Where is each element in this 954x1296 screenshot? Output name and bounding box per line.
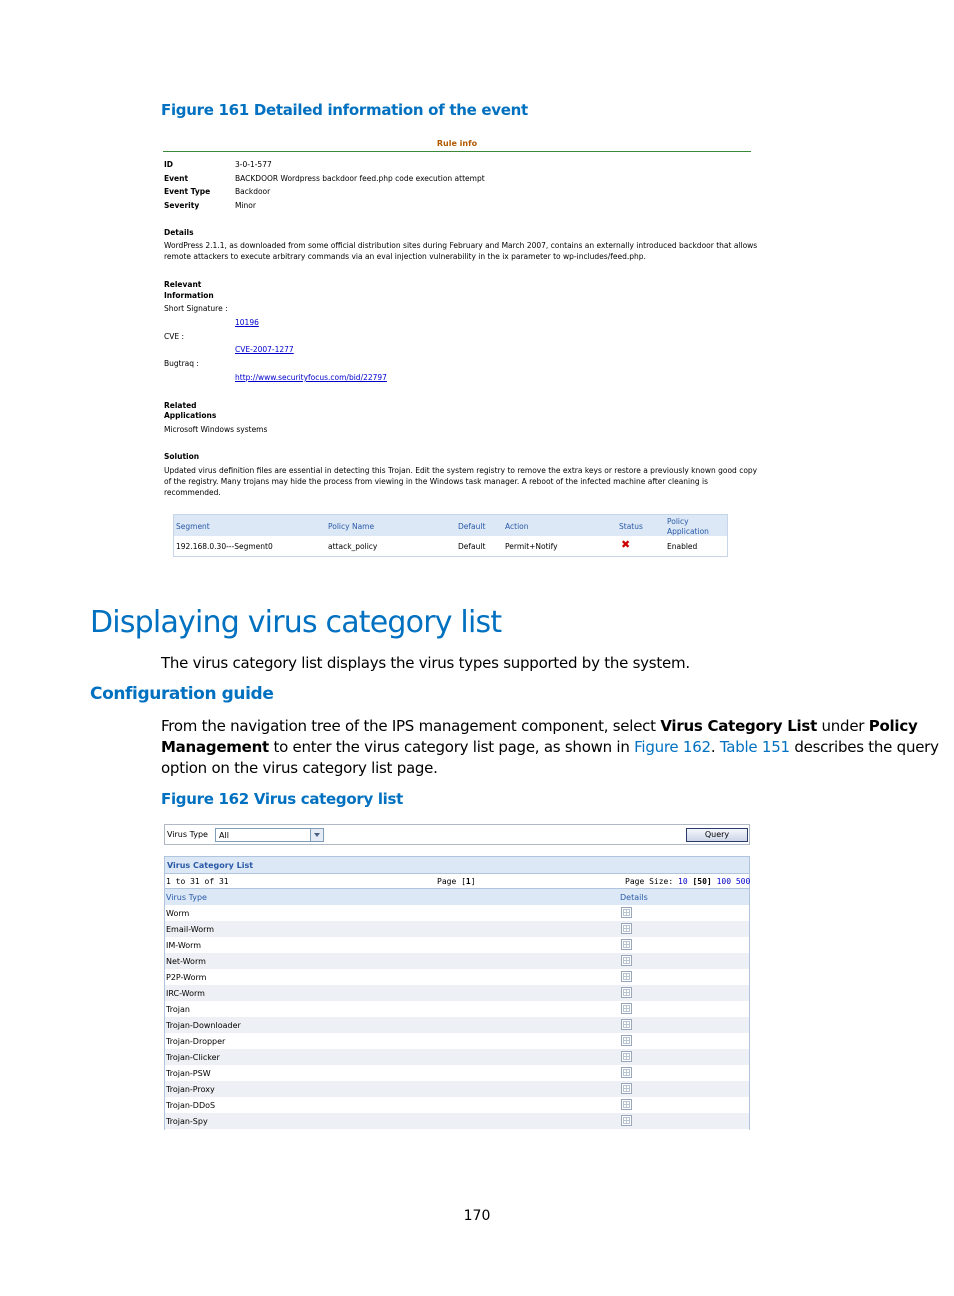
page-label: Page [ — [437, 877, 466, 886]
table-row — [165, 1081, 749, 1097]
relevant-label-1: Relevant — [164, 280, 202, 289]
table-row — [165, 1001, 749, 1017]
chevron-down-icon[interactable] — [310, 829, 323, 841]
page-number: 170 — [463, 1208, 491, 1224]
para-1a: From the navigation tree of the IPS management component, select — [161, 717, 661, 735]
range-text: 1 to 31 of 31 — [166, 877, 229, 886]
table-row — [165, 937, 749, 953]
virus-type-name: Trojan-Dropper — [166, 1037, 226, 1046]
para-line-3: option on the virus category list page. — [161, 759, 438, 777]
virus-type-name: P2P-Worm — [166, 973, 207, 982]
field-label-severity: Severity — [164, 201, 200, 210]
details-icon[interactable] — [621, 1099, 632, 1110]
details-icon[interactable] — [621, 955, 632, 966]
bugtraq-link[interactable]: http://www.securityfocus.com/bid/22797 — [235, 373, 387, 382]
details-icon[interactable] — [621, 971, 632, 982]
section-heading: Displaying virus category list — [90, 605, 502, 640]
column-header — [165, 889, 749, 905]
virus-type-label: Virus Type — [167, 830, 208, 839]
details-icon[interactable] — [621, 907, 632, 918]
table-row — [165, 1113, 749, 1129]
bugtraq-label: Bugtraq : — [164, 359, 199, 368]
field-label-event-type: Event Type — [164, 187, 211, 196]
cve-link[interactable]: CVE-2007-1277 — [235, 345, 294, 354]
para-1d: Policy — [868, 717, 918, 735]
table-row — [165, 1017, 749, 1033]
table-row — [165, 1097, 749, 1113]
page-size-10[interactable]: 10 — [678, 877, 688, 886]
virus-type-name: IRC-Worm — [166, 989, 205, 998]
details-icon[interactable] — [621, 1083, 632, 1094]
virus-type-name: Trojan — [166, 1005, 190, 1014]
page-indicator — [437, 877, 476, 886]
virus-type-name: IM-Worm — [166, 941, 202, 950]
table-row — [165, 985, 749, 1001]
details-icon[interactable] — [621, 1051, 632, 1062]
segment-table — [173, 514, 728, 557]
details-icon[interactable] — [621, 1035, 632, 1046]
virus-type-name: Email-Worm — [166, 925, 215, 934]
page-size-50: [50] — [692, 877, 712, 886]
details-icon[interactable] — [621, 1003, 632, 1014]
related-value: Microsoft Windows systems — [164, 425, 268, 434]
short-signature-label: Short Signature : — [164, 304, 228, 313]
table-row — [165, 905, 749, 921]
filter-bar — [164, 824, 750, 845]
field-value-severity: Minor — [235, 201, 256, 210]
cell-policy-application: Enabled — [667, 542, 698, 551]
pager-bar — [165, 873, 749, 889]
segment-table-header — [174, 515, 727, 536]
para-line-2 — [161, 737, 939, 758]
field-label-id: ID — [164, 160, 174, 169]
page-size-500[interactable]: 500 — [735, 877, 751, 886]
rule-info-title: Rule info — [436, 139, 478, 148]
table-row — [165, 969, 749, 985]
virus-type-select-value: All — [219, 831, 229, 840]
virus-type-name: Trojan-Clicker — [166, 1053, 220, 1062]
cell-policy-name: attack_policy — [328, 542, 378, 551]
virus-type-name: Worm — [166, 909, 190, 918]
virus-rows — [165, 905, 749, 1129]
details-icon[interactable] — [621, 923, 632, 934]
short-signature-link[interactable]: 10196 — [235, 318, 259, 327]
rule-info-panel — [163, 136, 758, 560]
segment-table-row — [174, 536, 727, 556]
table-row — [165, 1065, 749, 1081]
page-size-100[interactable]: 100 — [716, 877, 732, 886]
page-close: ] — [470, 877, 476, 886]
field-label-event: Event — [164, 174, 189, 183]
para-2f: describes the query — [789, 738, 939, 756]
field-value-event-type: Backdoor — [235, 187, 271, 196]
para-2a: Management — [161, 738, 269, 756]
col-default: Default — [458, 522, 486, 531]
figure-162-xref[interactable]: Figure 162 — [634, 738, 711, 756]
field-value-event: BACKDOOR Wordpress backdoor feed.php code execution attempt — [235, 174, 485, 183]
para-2d: . — [710, 738, 720, 756]
rule-info-divider — [163, 151, 751, 152]
table-row — [165, 921, 749, 937]
relevant-label-2: Information — [164, 291, 214, 300]
red-x-icon[interactable]: ✖ — [621, 538, 631, 551]
col-policy-application-1: Policy — [667, 517, 689, 526]
col-policy-name: Policy Name — [328, 522, 375, 531]
details-icon[interactable] — [621, 1019, 632, 1030]
details-line-2: remote attackers to execute arbitrary commands via an eval injection vulnerability in the ix parameter to wp-includes/feed.php. — [164, 252, 646, 261]
virus-category-panel — [164, 824, 750, 1130]
figure-161-caption: Figure 161 Detailed information of the event — [161, 101, 528, 119]
solution-line-3: recommended. — [164, 488, 221, 497]
page-current: 1 — [465, 877, 471, 886]
virus-type-select[interactable] — [215, 828, 324, 842]
details-line-1: WordPress 2.1.1, as downloaded from some official distribution sites during February and March 2007, contains an externally introduced backdoor that allows — [164, 241, 758, 250]
related-label-2: Applications — [164, 411, 217, 420]
figure-162-caption: Figure 162 Virus category list — [161, 790, 404, 808]
virus-type-name: Trojan-DDoS — [166, 1101, 216, 1110]
para-1c: under — [817, 717, 869, 735]
details-label: Details — [164, 228, 194, 237]
query-button[interactable]: Query — [686, 828, 748, 842]
cve-label: CVE : — [164, 332, 185, 341]
solution-line-1: Updated virus definition files are essential in detecting this Trojan. Edit the system registry to remove the extra keys or restore a previously known good copy — [164, 466, 758, 475]
solution-label: Solution — [164, 452, 200, 461]
virus-type-name: Trojan-Spy — [166, 1117, 208, 1126]
details-icon[interactable] — [621, 1115, 632, 1126]
para-line-1 — [161, 716, 918, 737]
list-title-bar — [165, 857, 749, 873]
table-row — [165, 1049, 749, 1065]
related-label-1: Related — [164, 401, 197, 410]
col-details: Details — [620, 893, 648, 902]
col-action: Action — [505, 522, 529, 531]
col-segment: Segment — [176, 522, 210, 531]
virus-type-name: Trojan-Proxy — [166, 1085, 215, 1094]
virus-category-list — [164, 856, 750, 1130]
solution-line-2: of the registry. Many trojans may hide the process from viewing in the Windows task manager. A reboot of the infected machine after cleaning is — [164, 477, 709, 486]
col-virus-type: Virus Type — [166, 893, 207, 902]
virus-type-name: Trojan-Downloader — [166, 1021, 241, 1030]
virus-type-name: Trojan-PSW — [166, 1069, 211, 1078]
page-size-selector — [625, 877, 750, 886]
page-size-label: Page Size: — [625, 877, 674, 886]
para-1b: Virus Category List — [660, 717, 818, 735]
field-value-id: 3-0-1-577 — [235, 160, 272, 169]
details-icon[interactable] — [621, 1067, 632, 1078]
details-icon[interactable] — [621, 939, 632, 950]
table-row — [165, 1033, 749, 1049]
config-guide-paragraph — [161, 716, 939, 779]
col-status: Status — [619, 522, 643, 531]
table-row — [165, 953, 749, 969]
col-policy-application-2: Application — [667, 527, 709, 536]
virus-type-name: Net-Worm — [166, 957, 206, 966]
table-151-xref[interactable]: Table 151 — [719, 738, 790, 756]
list-title: Virus Category List — [167, 861, 254, 870]
cell-action: Permit+Notify — [505, 542, 558, 551]
cell-default: Default — [458, 542, 486, 551]
details-icon[interactable] — [621, 987, 632, 998]
para-2b: to enter the virus category list page, as shown in — [268, 738, 635, 756]
cell-segment: 192.168.0.30---Segment0 — [176, 542, 273, 551]
section-intro: The virus category list displays the virus types supported by the system. — [161, 654, 690, 672]
config-guide-heading: Configuration guide — [90, 684, 274, 704]
